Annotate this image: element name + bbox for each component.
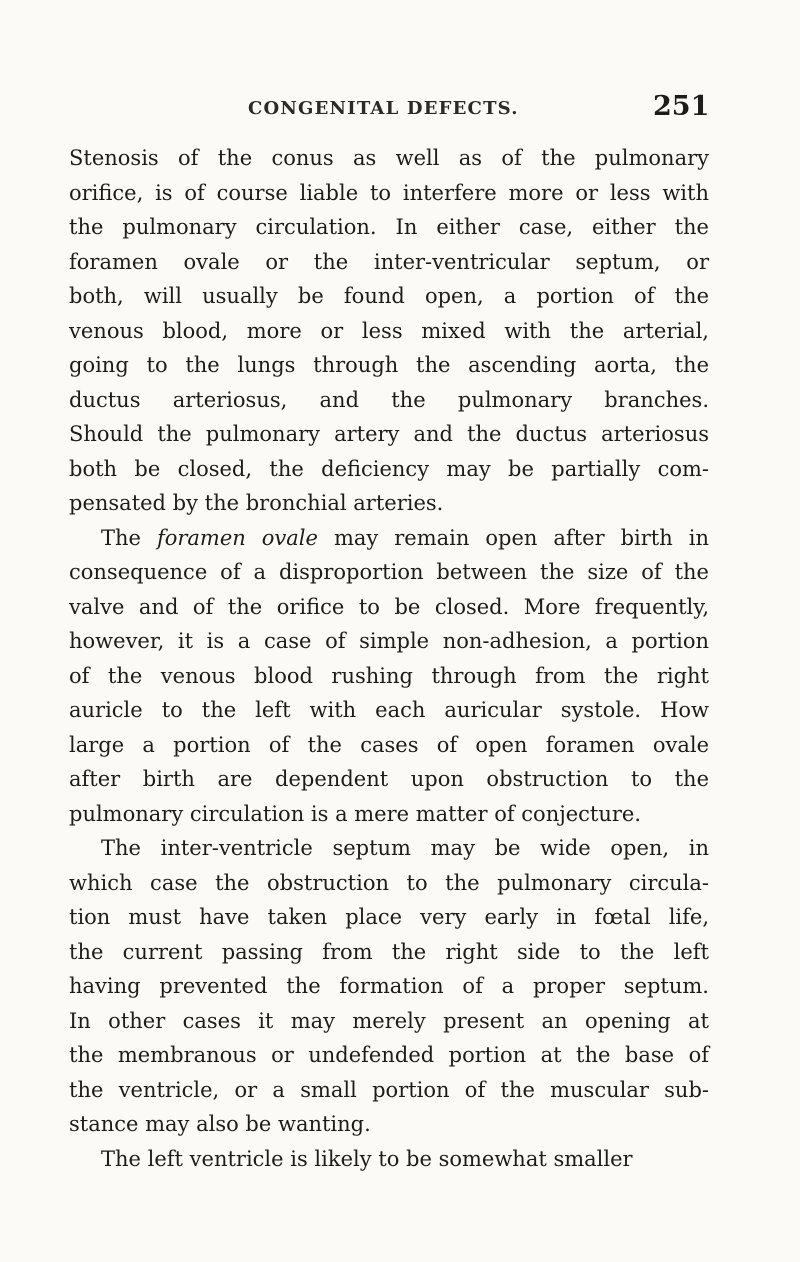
text-line: The left ventricle is likely to be somewhat smaller xyxy=(101,1146,633,1171)
body-text xyxy=(69,141,709,1176)
text-line: pulmonary circulation is a mere matter of conjecture. xyxy=(69,801,642,826)
text-line: the pulmonary circulation. In either case, either the xyxy=(69,215,709,239)
text-line: the ventricle, or a small portion of the muscular sub- xyxy=(69,1077,709,1102)
running-head xyxy=(0,91,800,126)
text-line: orifice, is of course liable to interfere more or less with xyxy=(69,180,709,205)
text-line: after birth are dependent upon obstruction to the xyxy=(69,767,709,791)
text-line: tion must have taken place very early in fœtal life, xyxy=(69,905,709,929)
text-line: Should the pulmonary artery and the ductus arteriosus xyxy=(69,422,709,446)
text-line: the membranous or undefended portion at the base of xyxy=(69,1043,709,1067)
text-line: both, will usually be found open, a portion of the xyxy=(69,284,709,308)
text-line: valve and of the orifice to be closed. More frequently, xyxy=(69,594,709,619)
text-line: venous blood, more or less mixed with the arterial, xyxy=(69,318,709,343)
text-line: having prevented the formation of a proper septum. xyxy=(69,974,709,998)
text-line: In other cases it may merely present an opening at xyxy=(69,1008,709,1033)
text-line: Stenosis of the conus as well as of the pulmonary xyxy=(69,146,709,170)
text-line: which case the obstruction to the pulmonary circula- xyxy=(69,870,709,895)
italic-term: foramen ovale xyxy=(156,525,318,550)
text-fragment: may remain open after birth in xyxy=(317,525,709,550)
text-line: however, it is a case of simple non-adhesion, a portion xyxy=(69,629,709,653)
text-line: the current passing from the right side to the left xyxy=(69,939,709,964)
text-line: large a portion of the cases of open foramen ovale xyxy=(69,732,709,757)
text-line: pensated by the bronchial arteries. xyxy=(69,491,444,515)
text-line xyxy=(69,521,709,556)
running-title: CONGENITAL DEFECTS. xyxy=(248,98,519,119)
text-line: ductus arteriosus, and the pulmonary branches. xyxy=(69,387,709,412)
text-line: foramen ovale or the inter-ventricular septum, or xyxy=(69,249,709,274)
text-line: The inter-ventricle septum may be wide open, in xyxy=(101,836,709,860)
text-fragment: The xyxy=(101,525,157,550)
page-number: 251 xyxy=(653,91,710,122)
text-line: stance may also be wanting. xyxy=(69,1112,371,1136)
text-line: consequence of a disproportion between the size of the xyxy=(69,560,709,584)
text-line: auricle to the left with each auricular systole. How xyxy=(69,698,709,722)
text-line: going to the lungs through the ascending aorta, the xyxy=(69,353,709,377)
text-line: both be closed, the deficiency may be partially com- xyxy=(69,456,709,481)
text-line: of the venous blood rushing through from the right xyxy=(69,663,709,688)
